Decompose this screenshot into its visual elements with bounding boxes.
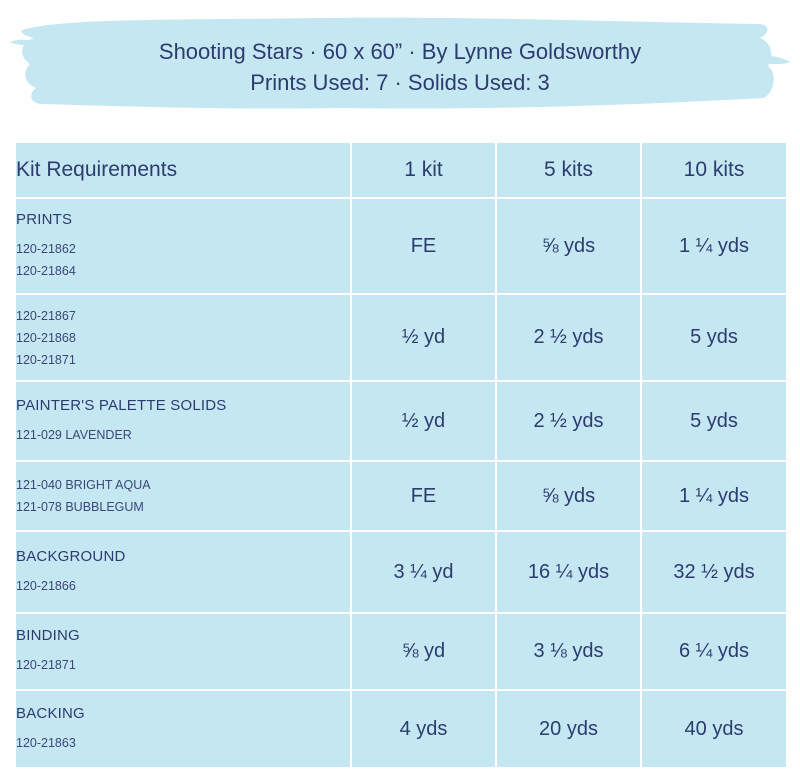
fabric-codes bbox=[16, 654, 350, 676]
qty-5-kits: ⅝ yds bbox=[496, 198, 641, 294]
row-label-cell bbox=[15, 294, 351, 381]
row-label-cell bbox=[15, 613, 351, 690]
column-header-5-kits: 5 kits bbox=[496, 142, 641, 198]
qty-5-kits: 16 ¼ yds bbox=[496, 531, 641, 613]
column-header-10-kits: 10 kits bbox=[641, 142, 787, 198]
fabric-code: 120-21867 bbox=[16, 308, 76, 323]
column-header-1-kit: 1 kit bbox=[351, 142, 496, 198]
qty-10-kits: 6 ¼ yds bbox=[641, 613, 787, 690]
category-label: BINDING bbox=[16, 627, 80, 644]
qty-1-kit: FE bbox=[351, 461, 496, 531]
fabric-code: 120-21868 bbox=[16, 330, 76, 345]
fabric-code: 120-21871 bbox=[16, 658, 76, 672]
fabric-code: 120-21871 bbox=[16, 352, 76, 367]
qty-10-kits: 5 yds bbox=[641, 294, 787, 381]
table-header-row bbox=[15, 142, 787, 198]
qty-1-kit: 3 ¼ yd bbox=[351, 531, 496, 613]
qty-5-kits: 3 ⅛ yds bbox=[496, 613, 641, 690]
kit-requirements-table bbox=[14, 141, 788, 769]
qty-5-kits: ⅝ yds bbox=[496, 461, 641, 531]
qty-10-kits: 1 ¼ yds bbox=[641, 198, 787, 294]
table-row bbox=[15, 613, 787, 690]
row-label-cell bbox=[15, 381, 351, 461]
qty-1-kit: ½ yd bbox=[351, 381, 496, 461]
fabric-code: 120-21866 bbox=[16, 578, 76, 593]
qty-5-kits: 20 yds bbox=[496, 690, 641, 768]
category-label: BACKING bbox=[16, 704, 85, 722]
row-label-cell bbox=[15, 461, 351, 531]
title-banner bbox=[0, 0, 800, 120]
qty-1-kit: FE bbox=[351, 198, 496, 294]
title-line: Shooting Stars · 60 x 60” · By Lynne Goldsworthy bbox=[158, 39, 642, 64]
category-label: PAINTER'S PALETTE SOLIDS bbox=[16, 396, 227, 414]
row-label-cell bbox=[15, 531, 351, 613]
qty-1-kit: ⅝ yd bbox=[351, 613, 496, 690]
fabric-codes bbox=[16, 474, 350, 518]
qty-10-kits: 5 yds bbox=[641, 381, 787, 461]
fabric-codes bbox=[16, 238, 350, 282]
column-header-kit-requirements: Kit Requirements bbox=[15, 142, 351, 198]
table-row bbox=[15, 198, 787, 294]
qty-1-kit: 4 yds bbox=[351, 690, 496, 768]
category-label: PRINTS bbox=[16, 210, 73, 228]
table-row bbox=[15, 381, 787, 461]
fabric-codes bbox=[16, 732, 350, 754]
row-label-cell bbox=[15, 690, 351, 768]
fabric-codes bbox=[16, 305, 350, 371]
fabric-code: 121-078 BUBBLEGUM bbox=[16, 500, 144, 514]
fabric-code: 120-21864 bbox=[16, 263, 76, 278]
qty-1-kit: ½ yd bbox=[351, 294, 496, 381]
table-row bbox=[15, 531, 787, 613]
fabric-code: 121-029 LAVENDER bbox=[16, 427, 132, 442]
qty-10-kits: 32 ½ yds bbox=[641, 531, 787, 613]
qty-5-kits: 2 ½ yds bbox=[496, 294, 641, 381]
fabric-codes bbox=[16, 575, 350, 597]
table-row bbox=[15, 690, 787, 768]
row-label-cell bbox=[15, 198, 351, 294]
fabric-code: 120-21862 bbox=[16, 241, 76, 256]
fabric-codes bbox=[16, 424, 350, 446]
qty-10-kits: 40 yds bbox=[641, 690, 787, 768]
fabric-code: 121-040 BRIGHT AQUA bbox=[16, 478, 151, 492]
qty-5-kits: 2 ½ yds bbox=[496, 381, 641, 461]
category-label: BACKGROUND bbox=[16, 547, 126, 565]
qty-10-kits: 1 ¼ yds bbox=[641, 461, 787, 531]
table-row bbox=[15, 461, 787, 531]
table-row bbox=[15, 294, 787, 381]
subtitle-line: Prints Used: 7 · Solids Used: 3 bbox=[250, 70, 550, 95]
fabric-code: 120-21863 bbox=[16, 735, 76, 750]
